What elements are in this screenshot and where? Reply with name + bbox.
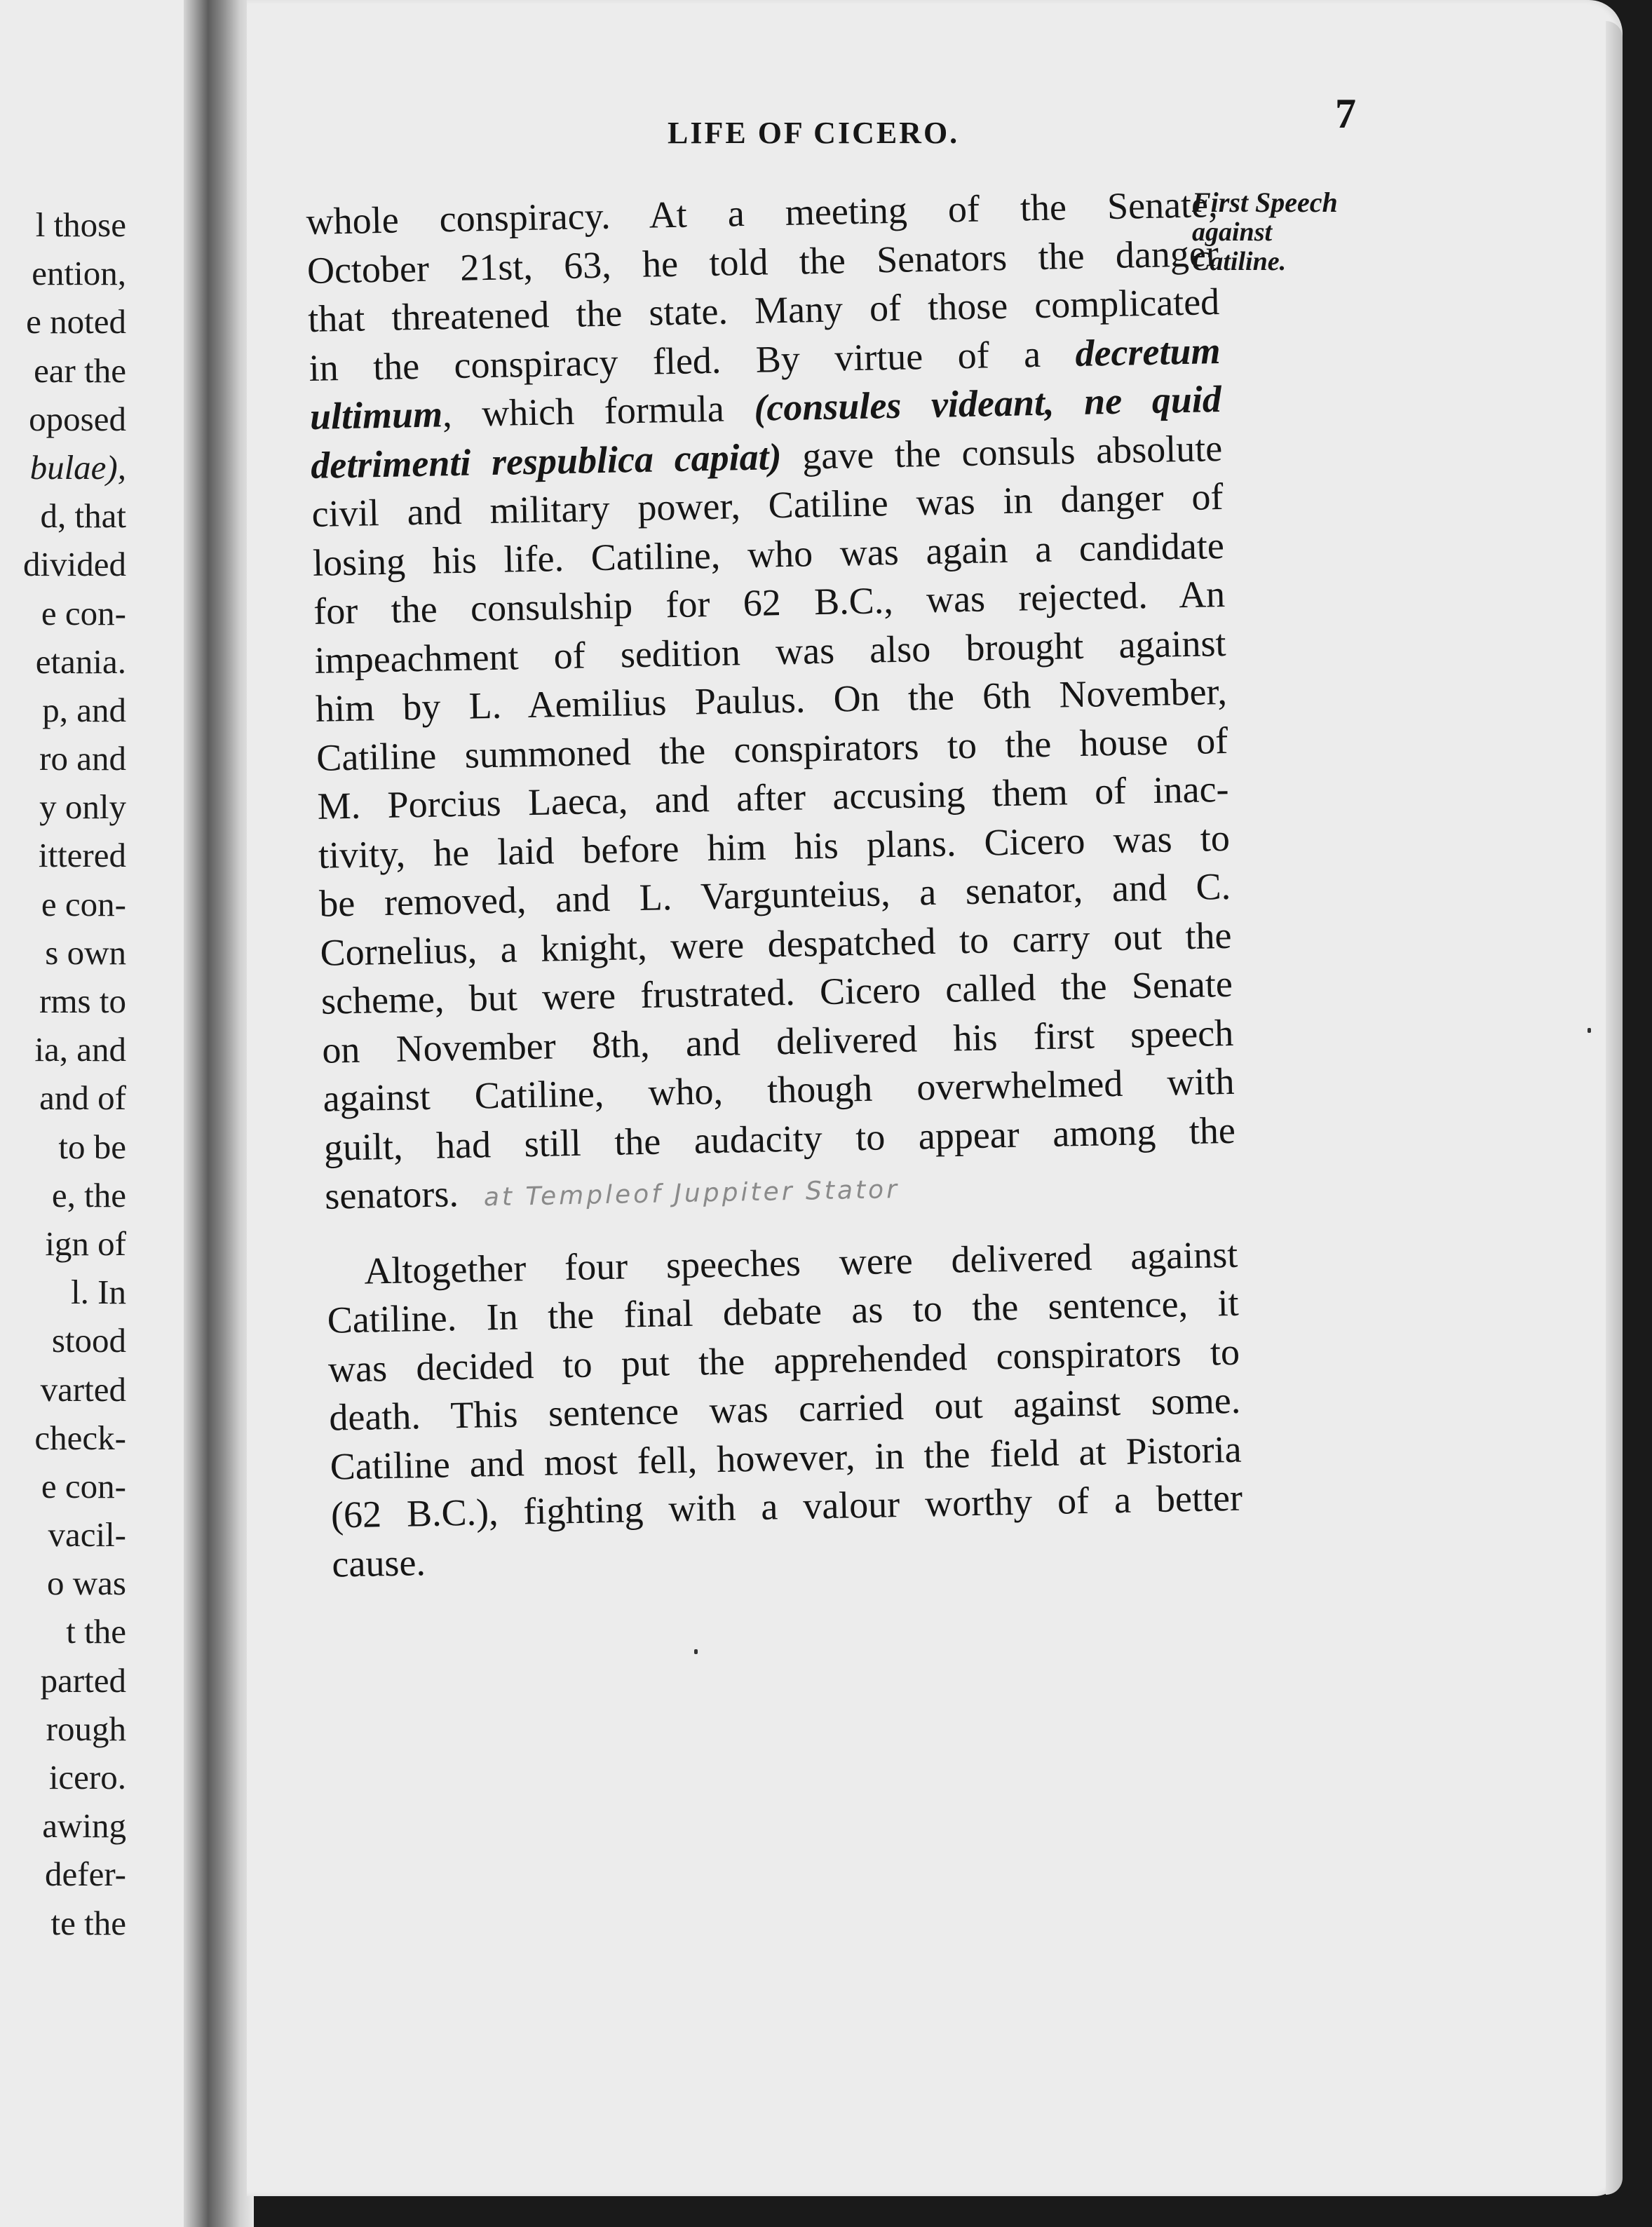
italic-text: detrimenti respublica capiat) bbox=[310, 435, 783, 487]
line-text: guilt, had still the audacity to appear among the bbox=[323, 1109, 1236, 1169]
line-text: whole conspiracy. At a meeting of the Senate, bbox=[306, 183, 1218, 243]
line-text: that threatened the state. Many of those complicated bbox=[307, 280, 1220, 340]
previous-page-line: oposed bbox=[29, 399, 126, 438]
paragraph-line: Catiline and most fell, however, in the field at Pistoria bbox=[330, 1428, 1243, 1488]
italic-text: (consules videant, ne quid bbox=[753, 377, 1222, 429]
paragraph-line: (62 B.C.), fighting with a valour worthy of a better bbox=[330, 1476, 1243, 1536]
previous-page-line: icero. bbox=[48, 1758, 126, 1796]
previous-page-line: ign of bbox=[45, 1224, 126, 1263]
previous-page-line: e, the bbox=[51, 1175, 126, 1214]
previous-page-line: divided bbox=[23, 545, 126, 584]
previous-page-line: to be bbox=[58, 1127, 126, 1166]
line-text: him by L. Aemilius Paulus. On the 6th November, bbox=[315, 670, 1228, 730]
paper-speck bbox=[694, 1649, 698, 1654]
previous-page-line: stood bbox=[51, 1321, 126, 1360]
line-text: losing his life. Catiline, who was again a candidate bbox=[312, 524, 1225, 584]
previous-page bbox=[0, 0, 193, 2227]
line-text: against Catiline, who, though overwhelmed with bbox=[323, 1060, 1235, 1120]
line-text: tivity, he laid before him his plans. Cicero was to bbox=[318, 816, 1231, 876]
margin-note-line: against bbox=[1192, 217, 1273, 247]
paragraph-line: Altogether four speeches were delivered against bbox=[363, 1233, 1238, 1292]
page-number: 7 bbox=[1335, 90, 1356, 137]
previous-page-text bbox=[0, 201, 126, 1947]
line-text: , which formula bbox=[442, 386, 754, 435]
previous-page-line: bulae), bbox=[29, 447, 126, 487]
italic-text: ultimum bbox=[309, 393, 443, 438]
line-text: Catiline summoned the conspirators to the house of bbox=[316, 719, 1228, 779]
line-text: scheme, but were frustrated. Cicero called the Senate bbox=[320, 962, 1233, 1022]
line-text: civil and military power, Catiline was in danger of bbox=[311, 475, 1224, 535]
previous-page-line: e con- bbox=[41, 1466, 126, 1505]
previous-page-line: vacil- bbox=[48, 1515, 126, 1555]
line-text: in the conspiracy fled. By virtue of a bbox=[309, 332, 1076, 389]
previous-page-line: ention, bbox=[32, 254, 126, 293]
body-text bbox=[306, 180, 1244, 1589]
previous-page-line: te the bbox=[50, 1903, 126, 1942]
previous-page-line: defer- bbox=[45, 1855, 126, 1894]
line-text: Cornelius, a knight, were despatched to carry out the bbox=[320, 914, 1233, 974]
margin-note-line: First Speech bbox=[1192, 187, 1338, 218]
line-text: M. Porcius Laeca, and after accusing them of inac- bbox=[317, 767, 1229, 827]
previous-page-line: e noted bbox=[26, 302, 126, 341]
line-text: be removed, and L. Vargunteius, a senator, and C. bbox=[318, 865, 1231, 925]
paper-speck bbox=[1587, 1028, 1591, 1033]
line-text: senators. bbox=[324, 1172, 459, 1217]
previous-page-line: ia, and bbox=[34, 1030, 126, 1069]
book-gutter bbox=[184, 0, 254, 2227]
previous-page-line: ro and bbox=[39, 739, 126, 778]
previous-page-line: p, and bbox=[42, 690, 126, 729]
previous-page-line: and of bbox=[39, 1078, 126, 1118]
previous-page-line: rough bbox=[46, 1709, 126, 1748]
paragraph-1 bbox=[306, 180, 1235, 1172]
previous-page-line: e con- bbox=[41, 593, 126, 632]
previous-page-line: ittered bbox=[38, 836, 126, 875]
previous-page-line: e con- bbox=[41, 884, 126, 923]
paragraph-line: Catiline. In the final debate as to the sentence, it bbox=[327, 1281, 1240, 1341]
paragraph-line: death. This sentence was carried out against some. bbox=[328, 1379, 1241, 1439]
previous-page-line: etania. bbox=[35, 642, 126, 681]
previous-page-line: ear the bbox=[34, 351, 126, 390]
previous-page-line: l. In bbox=[71, 1273, 126, 1312]
previous-page-line: l those bbox=[35, 205, 126, 244]
previous-page-line: check- bbox=[34, 1418, 126, 1457]
paragraph-line: was decided to put the apprehended conspirators to bbox=[327, 1330, 1240, 1390]
paragraph-2 bbox=[326, 1230, 1243, 1540]
previous-page-line: d, that bbox=[40, 496, 126, 536]
line-text: impeachment of sedition was also brought against bbox=[314, 621, 1226, 682]
previous-page-line: y only bbox=[39, 787, 126, 827]
margin-note-line: Catiline. bbox=[1192, 247, 1287, 276]
line-text: October 21st, 63, he told the Senators the danger bbox=[306, 231, 1219, 292]
previous-page-line: varted bbox=[40, 1369, 126, 1409]
line-text: for the consulship for 62 B.C., was rejected. An bbox=[313, 572, 1226, 632]
line-text: on November 8th, and delivered his first speech bbox=[321, 1011, 1234, 1071]
line-text: gave the consuls absolute bbox=[780, 426, 1223, 478]
paragraph-line: cause. bbox=[331, 1541, 426, 1585]
previous-page-line: t the bbox=[66, 1612, 126, 1651]
running-head: LIFE OF CICERO. bbox=[668, 116, 960, 150]
handwritten-annotation: at Templeof Juppiter Stator bbox=[483, 1175, 900, 1212]
previous-page-line: o was bbox=[47, 1564, 126, 1603]
previous-page-line: rms to bbox=[39, 982, 126, 1020]
page-edge bbox=[1606, 21, 1623, 2195]
previous-page-line: parted bbox=[40, 1660, 126, 1700]
italic-text: decretum bbox=[1074, 329, 1221, 374]
previous-page-line: s own bbox=[45, 933, 126, 972]
previous-page-line: awing bbox=[42, 1806, 126, 1846]
margin-note bbox=[1192, 188, 1374, 276]
